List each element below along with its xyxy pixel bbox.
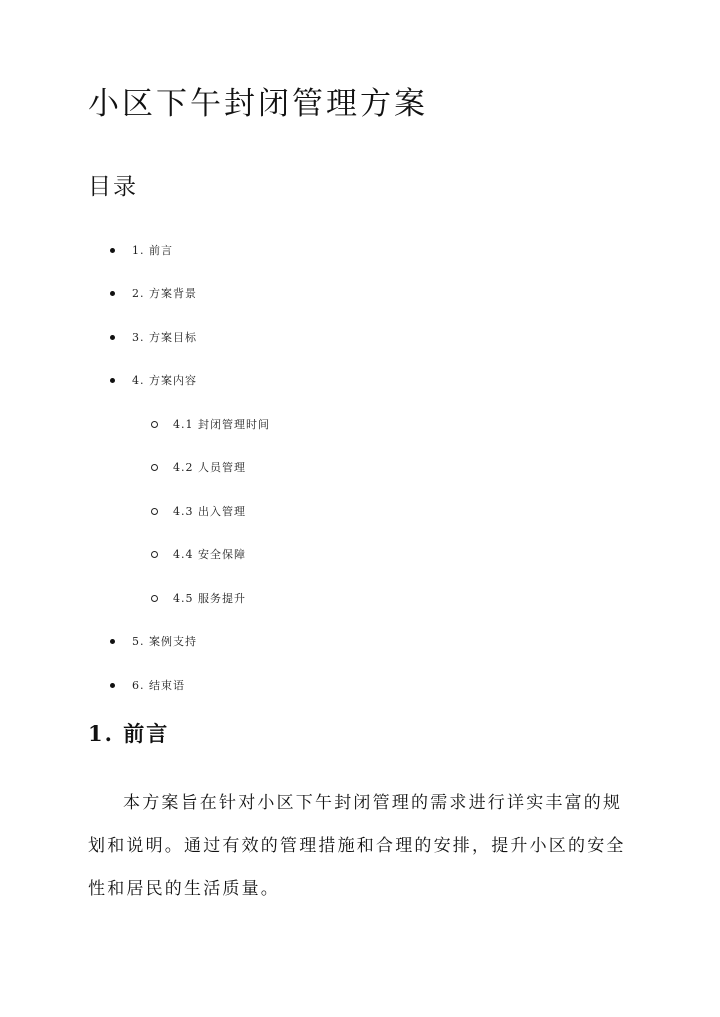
toc-item-label: 4.1 封闭管理时间 bbox=[173, 418, 270, 431]
bullet-icon bbox=[110, 639, 115, 644]
hollow-bullet-icon bbox=[151, 464, 158, 471]
toc-item-label: 4.2 人员管理 bbox=[173, 461, 246, 474]
bullet-icon bbox=[110, 291, 115, 296]
toc-item-label: 1. 前言 bbox=[132, 244, 173, 257]
bullet-icon bbox=[110, 378, 115, 383]
toc-item-label: 4.4 安全保障 bbox=[173, 548, 246, 561]
hollow-bullet-icon bbox=[151, 551, 158, 558]
hollow-bullet-icon bbox=[151, 508, 158, 515]
bullet-icon bbox=[110, 335, 115, 340]
section-heading-preface: 1. 前言 bbox=[88, 721, 170, 746]
bullet-icon bbox=[110, 248, 115, 253]
hollow-bullet-icon bbox=[151, 421, 158, 428]
toc-item-label: 4. 方案内容 bbox=[132, 374, 197, 387]
toc-item-label: 5. 案例支持 bbox=[132, 635, 197, 648]
section-paragraph: 本方案旨在针对小区下午封闭管理的需求进行详实丰富的规划和说明。通过有效的管理措施和合理的安排，提升小区的安全性和居民的生活质量。 bbox=[88, 793, 626, 899]
toc-item-label: 2. 方案背景 bbox=[132, 287, 197, 300]
toc-item-label: 6. 结束语 bbox=[132, 679, 185, 692]
toc-heading: 目录 bbox=[88, 174, 138, 200]
toc-item-label: 4.5 服务提升 bbox=[173, 592, 246, 605]
toc-item-label: 4.3 出入管理 bbox=[173, 505, 246, 518]
hollow-bullet-icon bbox=[151, 595, 158, 602]
bullet-icon bbox=[110, 683, 115, 688]
toc-item-label: 3. 方案目标 bbox=[132, 331, 197, 344]
document-title: 小区下午封闭管理方案 bbox=[88, 86, 428, 122]
